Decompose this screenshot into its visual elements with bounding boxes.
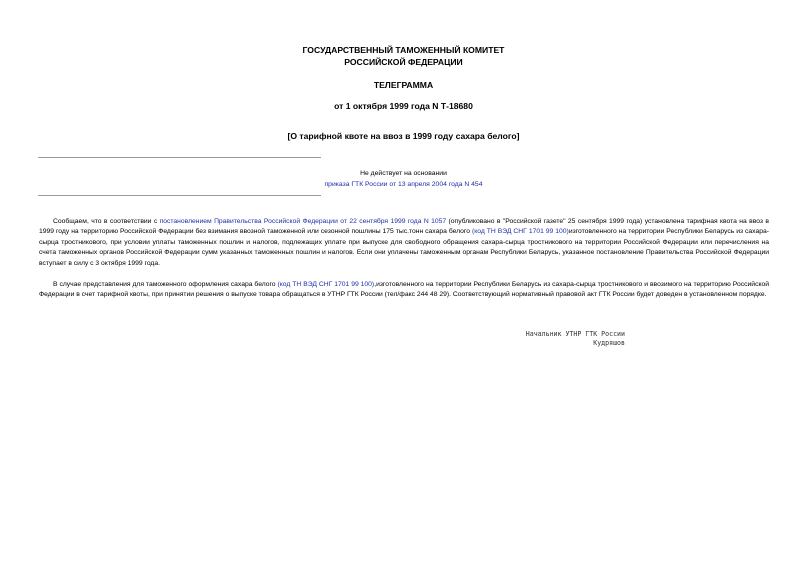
commodity-code-link[interactable]: (код ТН ВЭД СНГ 1701 99 100) [471,228,569,236]
paragraph-1 [39,217,769,269]
paragraph-2 [39,280,769,301]
document-title: [О тарифной квоте на ввоз в 1999 году сахара белого] [287,131,520,141]
issuer-line-2: РОССИЙСКОЙ ФЕДЕРАЦИИ [344,57,463,67]
status-note: Не действует на основании [360,170,447,177]
paragraph-1-text-b: (опубликовано в "Российской газете" 25 сентября 1999 года) установлена тарифная квота на ввоз в 1999 году на территорию Российской Федерации без взимания ввозной таможенной или сезонной пошлины 175 тыс.тонн сахара белого [39,218,769,236]
repeal-order-link[interactable]: приказа ГТК России от 13 апреля 2004 года N 454 [324,181,483,188]
divider-bottom [38,195,321,196]
signature-position: Начальник УТНР ГТК России [525,330,625,338]
status-link-line [240,180,567,190]
signature-name: Кудряшов [593,339,625,347]
document-type: ТЕЛЕГРАММА [373,80,434,90]
paragraph-2-text-b: ,изготовленного на территории Республики Беларусь из сахара-сырца тростникового и ввозимого на территорию Российской Федерации в счет тарифной квоты, при принятии решения о выпуске товара обращаться в УТНР ГТК России (тел/факс 244 48 29). Соответствующий нормативный правовой акт ГТК России будет доведен в установленном порядке. [39,281,769,299]
government-decree-link[interactable]: постановлением Правительства Российской Федерации от 22 сентября 1999 года N 1057 [159,218,447,225]
paragraph-1-text-c: изготовленного на территории Республики Беларусь из сахара-сырца тростникового, при условии уплаты таможенных пошлин и налогов, подлежащих уплате при выпуске для свободного обращения сахара-сырца тростникового на территории Российской Федерации или перечисления на счета таможенных органов Российской Федерации сумм указанных таможенных пошлин и налогов. Если они уплачены таможенным органам Республики Беларусь, указанное постановление Правительства Российской Федерации вступает в силу с 3 октября 1999 года. [39,228,769,267]
issuer-line-1: ГОСУДАРСТВЕННЫЙ ТАМОЖЕННЫЙ КОМИТЕТ [302,45,505,55]
paragraph-1-text-a: Сообщаем, что в соответствии с [53,218,160,225]
commodity-code-link-2[interactable]: (код ТН ВЭД СНГ 1701 99 100) [277,281,375,288]
paragraph-2-text-a: В случае представления для таможенного оформления сахара белого [53,281,278,288]
divider-top [38,157,321,158]
document-date-number: от 1 октября 1999 года N Т-18680 [334,101,473,111]
